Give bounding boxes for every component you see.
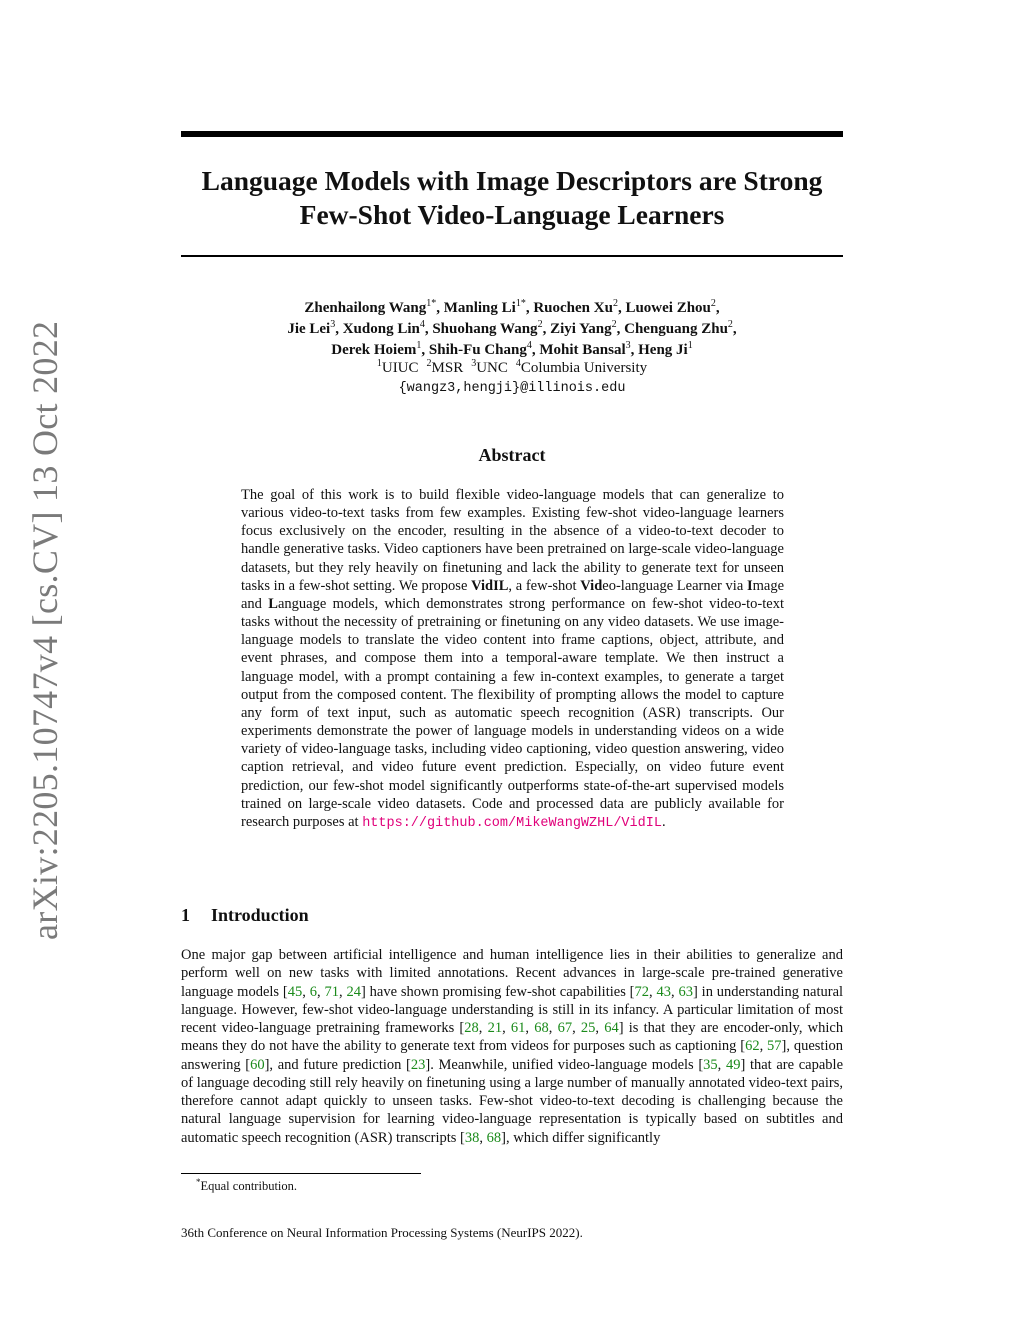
author-list xyxy=(181,298,843,361)
author-line: Jie Lei$^3$, Xudong Lin$^4$, Shuohang Wang$^2$, Ziyi Yang$^2$, Chenguang Zhu$^2$, xyxy=(287,319,737,337)
author-affiliation-mark: 1* xyxy=(426,298,437,309)
author-affiliation-mark: 1* xyxy=(515,298,526,309)
text-run: ], question answering [ xyxy=(181,1038,843,1073)
author-name: Luowei Zhou xyxy=(625,300,711,316)
affiliation-name: MSR xyxy=(431,360,464,376)
text-run: , a few-shot xyxy=(508,577,581,594)
author-name: Xudong Lin xyxy=(342,321,420,337)
footnote-text: Equal contribution. xyxy=(200,1179,298,1193)
text-run: The goal of this work is to build flexible video-language models that can generalize to various video-to-text tasks from few examples. Existing few-shot video-language learners focus exclusively on the encoder, resulting in the absence of a video-to-text decoder to handle generative tasks. Video captioners have been pretrained on large-scale video-language datasets, but they rely heavily on finetuning and lack the ability to generate text for unseen tasks in a few-shot setting. We propose xyxy=(241,487,784,594)
author-affiliation-mark: 4 xyxy=(419,319,425,330)
title-line-2: Few-Shot Video-Language Learners xyxy=(299,199,725,230)
title-bottom-rule xyxy=(181,255,843,257)
text-run: ], which differ significantly xyxy=(501,1129,661,1146)
affiliation-item xyxy=(516,360,647,376)
venue-note: 36th Conference on Neural Information Processing Systems (NeurIPS 2022). xyxy=(181,1225,583,1240)
introduction-body xyxy=(181,946,843,1147)
citation-link[interactable]: 45 xyxy=(287,983,303,1000)
code-repository-link[interactable]: https://github.com/MikeWangWZHL/VidIL xyxy=(362,815,662,831)
text-run: , xyxy=(479,1129,487,1146)
affiliation-name: UIUC xyxy=(381,360,419,376)
author-name: Heng Ji xyxy=(638,342,688,358)
author-line: Zhenhailong Wang$^{1*}$, Manling $Li^{1*}$, Ruochen Xu$^2$, Luowei Zhou$^2$, xyxy=(304,298,720,316)
citation-link[interactable]: 63 xyxy=(678,983,693,1000)
text-run: , xyxy=(502,1020,511,1036)
text-run: , xyxy=(338,983,347,1000)
affiliations xyxy=(181,358,843,379)
text-run: , xyxy=(595,1020,605,1036)
author-name: Manling Li xyxy=(443,300,516,316)
text-run: ] that are capable of language decoding still rely heavily on finetuning using a large number of manually annotated video-text pairs, therefore cannot adapt quickly to unseen tasks. Few-shot video-to-text decoding is challenging because the natural language supervision for learning video-language representation is typically based on subtitles and automatic speech recognition (ASR) transcripts [ xyxy=(181,1056,844,1146)
paper-title xyxy=(181,164,843,232)
affiliation-mark: 3 xyxy=(471,358,477,369)
text-run: , xyxy=(525,1020,535,1036)
text-run: ] have shown promising few-shot capabilities [ xyxy=(360,983,635,1000)
citation-link[interactable]: 28 xyxy=(464,1020,479,1036)
section-heading-introduction xyxy=(181,903,843,927)
citation-link[interactable]: 38 xyxy=(464,1129,480,1146)
citation-link[interactable]: 60 xyxy=(250,1056,265,1073)
citation-link[interactable]: 62 xyxy=(745,1038,760,1055)
affiliation-name: Columbia University xyxy=(520,360,648,376)
citation-link[interactable]: 49 xyxy=(725,1056,741,1073)
author-affiliation-mark: 3 xyxy=(330,319,336,330)
abstract-body xyxy=(241,486,784,833)
author-name: Shuohang Wang xyxy=(432,321,538,337)
text-run: , xyxy=(548,1020,558,1036)
bold-term: L xyxy=(268,595,278,612)
affiliation-name: UNC xyxy=(476,360,508,376)
author-affiliation-mark: 2 xyxy=(727,319,733,330)
text-run: , xyxy=(649,983,657,1000)
text-run: , xyxy=(717,1056,726,1073)
author-name: Shih-Fu Chang xyxy=(428,342,527,358)
author-name: Mohit Bansal xyxy=(539,342,626,358)
text-run: One major gap between artificial intelligence and human intelligence lies in their abilities to generalize and perform well on new tasks with limited annotations. Recent advances in large-scale pre-trained generative language models [ xyxy=(181,947,843,1000)
text-run: , xyxy=(302,983,310,1000)
text-run: , xyxy=(759,1038,768,1055)
citation-link[interactable]: 25 xyxy=(580,1020,596,1036)
author-affiliation-mark: 1 xyxy=(687,340,693,351)
citation-link[interactable]: 35 xyxy=(703,1056,718,1073)
author-name: Chenguang Zhu xyxy=(624,321,728,337)
text-run: mage and xyxy=(241,577,785,612)
author-affiliation-mark: 2 xyxy=(710,298,716,309)
citation-link[interactable]: 23 xyxy=(410,1056,426,1073)
text-run: , xyxy=(572,1020,581,1036)
affiliation-mark: 1 xyxy=(376,358,382,369)
citation-link[interactable]: 71 xyxy=(324,983,339,1000)
citation-link[interactable]: 64 xyxy=(604,1020,619,1036)
section-title: Introduction xyxy=(211,905,309,925)
citation-link[interactable]: 57 xyxy=(767,1038,782,1055)
text-run: . xyxy=(661,813,666,830)
arxiv-identifier-stamp: arXiv:2205.10747v4 [cs.CV] 13 Oct 2022 xyxy=(25,320,65,940)
citation-link[interactable]: 6 xyxy=(309,983,317,1000)
section-number: 1 xyxy=(181,905,190,925)
author-affiliation-mark: 2 xyxy=(612,298,618,309)
text-run: ], and future prediction [ xyxy=(264,1056,411,1073)
text-run: ] in understanding natural language. However, few-shot video-language understanding is still in its infancy. A particular limitation of most recent video-language pretraining frameworks [ xyxy=(181,983,844,1036)
citation-link[interactable]: 43 xyxy=(656,983,671,1000)
footnote-rule xyxy=(181,1173,421,1174)
text-run: , xyxy=(478,1020,488,1036)
citation-link[interactable]: 72 xyxy=(634,983,650,1000)
affiliation-item xyxy=(377,360,419,376)
author-name: Ruochen Xu xyxy=(533,300,613,316)
author-name: Zhenhailong Wang xyxy=(304,300,427,316)
author-name: Ziyi Yang xyxy=(550,321,612,337)
citation-link[interactable]: 68 xyxy=(486,1129,502,1146)
bold-term: VidIL xyxy=(471,577,509,594)
title-line-1: Language Models with Image Descriptors are Strong xyxy=(201,165,823,196)
title-top-rule xyxy=(181,131,843,137)
author-line: Derek Hoiem$^1$, Shih-Fu Chang$^4$, Mohit Bansal$^3$, Heng Ji$^1$ xyxy=(331,340,693,358)
affiliation-item xyxy=(427,360,464,376)
text-run: ] is that they are encoder-only, which means they do not have the ability to generate text from videos for purposes such as captioning [ xyxy=(181,1020,844,1055)
author-affiliation-mark: 1 xyxy=(416,340,422,351)
text-run: , xyxy=(671,983,679,1000)
citation-link[interactable]: 68 xyxy=(534,1020,549,1036)
citation-link[interactable]: 24 xyxy=(346,983,361,1000)
affiliation-item xyxy=(471,360,508,376)
text-run: , xyxy=(316,983,325,1000)
footnote-mark: * xyxy=(196,1177,201,1187)
footnote xyxy=(196,1178,297,1194)
text-run: ]. Meanwhile, unified video-language models [ xyxy=(425,1056,704,1073)
bold-term: I xyxy=(746,577,753,594)
author-affiliation-mark: 3 xyxy=(625,340,631,351)
author-affiliation-mark: 4 xyxy=(526,340,532,351)
author-affiliation-mark: 2 xyxy=(537,319,543,330)
text-run: anguage models, which demonstrates strong performance on few-shot video-to-text tasks without the necessity of pretraining or finetuning on any video datasets. We use image-language models to translate the video content into frame captions, object, attribute, and event phrases, and compose them into a temporal-aware template. We then instruct a language model, with a prompt containing a few in-context examples, to generate a target output from the composed content. The flexibility of prompting allows the model to capture any form of text input, such as automatic speech recognition (ASR) transcripts. Our experiments demonstrate the power of language models in understanding videos on a wide variety of video-language tasks, including video captioning, video question answering, video caption retrieval, and video future event prediction. Especially, on video future event prediction, our few-shot model significantly outperforms state-of-the-art supervised models trained on large-scale video datasets. Code and processed data are publicly available for research purposes at xyxy=(241,595,785,830)
author-name: Jie Lei xyxy=(287,321,331,337)
bold-term: Vid xyxy=(580,577,603,594)
citation-link[interactable]: 21 xyxy=(487,1020,503,1036)
affiliation-mark: 2 xyxy=(426,358,432,369)
citation-link[interactable]: 67 xyxy=(557,1020,573,1036)
abstract-heading: Abstract xyxy=(478,445,546,465)
contact-email: {wangz3,hengji}@illinois.edu xyxy=(398,381,626,396)
author-affiliation-mark: 2 xyxy=(611,319,617,330)
author-name: Derek Hoiem xyxy=(331,342,417,358)
citation-link[interactable]: 61 xyxy=(510,1020,526,1036)
text-run: eo-language Learner via xyxy=(602,577,747,594)
affiliation-mark: 4 xyxy=(515,358,521,369)
